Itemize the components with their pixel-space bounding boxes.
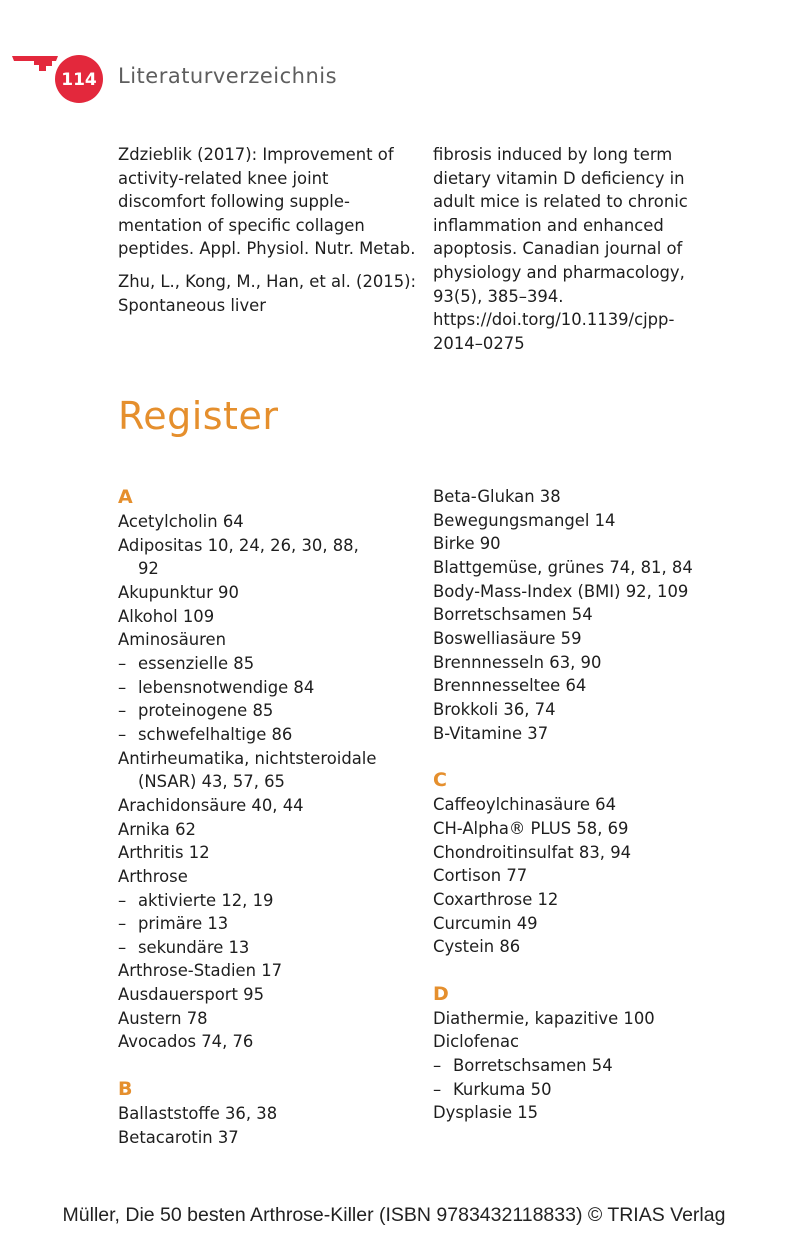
index-entry-continuation: (NSAR) 43, 57, 65 [138, 772, 285, 792]
index-entry: Austern 78 [118, 1008, 208, 1028]
index-entry: Adipositas 10, 24, 26, 30, 88, [118, 535, 359, 555]
index-subentry: – sekundäre 13 [118, 936, 418, 960]
index-entry: Bewegungsmangel 14 [433, 510, 616, 530]
index-entry: Diathermie, kapazitive 100 [433, 1008, 655, 1028]
index-entry: Caffeoylchinasäure 64 [433, 795, 617, 815]
index-gap [118, 1054, 418, 1077]
index-subentry: – Kurkuma 50 [433, 1078, 763, 1102]
index-letter-heading: A [118, 486, 133, 508]
index-gap [433, 959, 763, 982]
dash-glyph: – [118, 914, 127, 934]
references-left-column [118, 143, 418, 326]
dash-glyph: – [118, 701, 127, 721]
index-entry: Borretschsamen 54 [433, 605, 593, 625]
index-entry: Arnika 62 [118, 819, 196, 839]
index-letter-heading: B [118, 1078, 133, 1101]
index-letter-heading: D [433, 982, 449, 1005]
index-entry: Betacarotin 37 [118, 1127, 239, 1147]
index-entry: Boswelliasäure 59 [433, 628, 582, 648]
dash-glyph: – [118, 653, 127, 673]
dash-glyph: – [118, 937, 127, 957]
index-entry: Coxarthrose 12 [433, 889, 559, 909]
index-entry: Cystein 86 [433, 937, 521, 957]
copyright-footer: Müller, Die 50 besten Arthrose-Killer (ISBN 9783432118833) © TRIAS Verlag [62, 1204, 726, 1226]
register-heading: Register [118, 394, 279, 438]
index-entry: Arthrose-Stadien 17 [118, 961, 283, 981]
index-entry: Curcumin 49 [433, 913, 538, 933]
index-subentry: – schwefelhaltige 86 [118, 723, 418, 747]
references-right-column [433, 143, 753, 364]
index-subentry: – essenzielle 85 [118, 652, 418, 676]
reference-entry: Zhu, L., Kong, M., Han, et al. (2015): Spontaneous liver [118, 271, 417, 315]
index-entry: Brokkoli 36, 74 [433, 699, 556, 719]
index-subentry: – lebensnotwendige 84 [118, 676, 418, 700]
index-entry: Arthritis 12 [118, 843, 210, 863]
dash-glyph: – [433, 1079, 442, 1099]
index-entry: Brennnesseltee 64 [433, 676, 587, 696]
index-entry: Arthrose [118, 866, 188, 886]
index-gap [433, 745, 763, 768]
index-entry-continuation: 92 [138, 559, 159, 579]
index-entry: Arachidonsäure 40, 44 [118, 795, 304, 815]
index-entry: B-Vitamine 37 [433, 723, 549, 743]
index-entry: Dysplasie 15 [433, 1103, 539, 1123]
index-right-column [433, 485, 763, 1125]
reference-entry: Zdzieblik (2017): Improvement of activity-related knee joint discomfort following supple-mentation of specific collagen peptides. Appl. Physiol. Nutr. Metab. [118, 145, 416, 259]
running-header-title: Literaturverzeichnis [118, 64, 338, 88]
index-subentry: – proteinogene 85 [118, 699, 418, 723]
index-entry: Antirheumatika, nichtsteroidale [118, 748, 377, 768]
index-entry: Chondroitinsulfat 83, 94 [433, 842, 632, 862]
index-entry: Birke 90 [433, 534, 501, 554]
reference-entry: fibrosis induced by long term dietary vitamin D deficiency in adult mice is related to chronic inflammation and enhanced apoptosis. Canadian journal of physiology and pharmacology, 93(5), 385–394. https://doi.torg/10.1139/cjpp-2014–0275 [433, 145, 688, 353]
index-left-column [118, 485, 418, 1149]
index-entry: Brennnesseln 63, 90 [433, 652, 602, 672]
index-subentry: – aktivierte 12, 19 [118, 889, 418, 913]
index-entry: Blattgemüse, grünes 74, 81, 84 [433, 557, 693, 577]
index-letter-heading: C [433, 769, 447, 792]
index-subentry: – primäre 13 [118, 912, 418, 936]
index-entry: Beta-Glukan 38 [433, 487, 561, 506]
index-entry: Ausdauersport 95 [118, 985, 265, 1005]
index-entry: Alkohol 109 [118, 606, 215, 626]
dash-glyph: – [118, 890, 127, 910]
index-entry: Aminosäuren [118, 630, 226, 650]
index-entry: CH-Alpha® PLUS 58, 69 [433, 818, 629, 838]
dash-glyph: – [433, 1056, 442, 1076]
page-number: 114 [61, 70, 97, 90]
index-entry: Cortison 77 [433, 866, 528, 886]
index-entry: Body-Mass-Index (BMI) 92, 109 [433, 581, 689, 601]
index-entry: Avocados 74, 76 [118, 1032, 254, 1052]
index-entry: Acetylcholin 64 [118, 512, 244, 531]
index-entry: Akupunktur 90 [118, 582, 239, 602]
dash-glyph: – [118, 724, 127, 744]
index-subentry: – Borretschsamen 54 [433, 1054, 763, 1078]
index-entry: Ballaststoffe 36, 38 [118, 1104, 278, 1124]
index-entry: Diclofenac [433, 1032, 520, 1052]
dash-glyph: – [118, 677, 127, 697]
